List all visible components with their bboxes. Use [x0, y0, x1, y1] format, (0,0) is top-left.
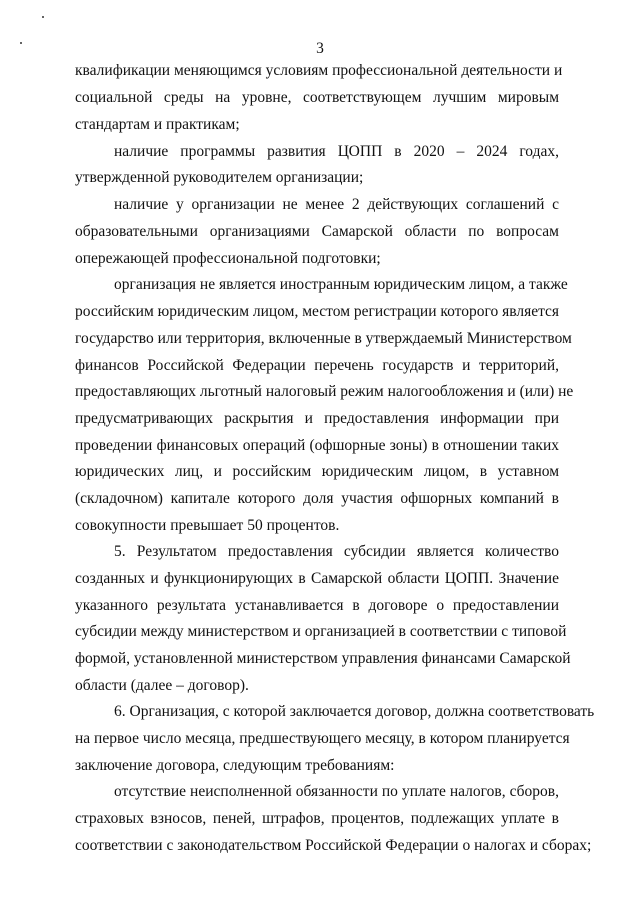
- text-line: российским юридическим лицом, местом регистрации которого является: [75, 303, 560, 320]
- text-line: проведении финансовых операций (офшорные зоны) в отношении таких: [75, 437, 559, 454]
- text-line: 6. Организация, с которой заключается договор, должна соответствовать: [114, 703, 595, 720]
- text-line: созданных и функционирующих в Самарской области ЦОПП. Значение: [75, 570, 559, 587]
- text-line: области (далее – договор).: [75, 677, 249, 694]
- text-line: юридических лиц, и российским юридическим лицом, в уставном: [75, 463, 559, 480]
- text-line: квалификации меняющимся условиям профессиональной деятельности и: [75, 62, 563, 79]
- text-line: опережающей профессиональной подготовки;: [75, 250, 381, 267]
- text-line: стандартам и практикам;: [75, 116, 240, 133]
- text-line: государство или территория, включенные в утверждаемый Министерством: [75, 330, 572, 347]
- text-line: предоставляющих льготный налоговый режим налогообложения и (или) не: [75, 383, 574, 400]
- text-line: социальной среды на уровне, соответствующем лучшим мировым: [75, 89, 559, 106]
- text-line: предусматривающих раскрытия и предоставления информации при: [75, 410, 559, 427]
- text-line: совокупности превышает 50 процентов.: [75, 517, 340, 534]
- text-line: наличие у организации не менее 2 действующих соглашений с: [114, 196, 559, 213]
- text-line: формой, установленной министерством управления финансами Самарской: [75, 650, 571, 667]
- page-number: 3: [316, 40, 324, 57]
- text-line: организация не является иностранным юридическим лицом, а также: [114, 276, 568, 293]
- scan-speck: [42, 16, 44, 18]
- text-line: (складочном) капитале которого доля участия офшорных компаний в: [75, 490, 559, 507]
- text-line: наличие программы развития ЦОПП в 2020 – 2024 годах,: [114, 143, 559, 160]
- text-line: заключение договора, следующим требованиям:: [75, 757, 395, 774]
- text-line: указанного результата устанавливается в договоре о предоставлении: [75, 597, 559, 614]
- text-line: субсидии между министерством и организацией в соответствии с типовой: [75, 623, 567, 640]
- text-line: образовательными организациями Самарской области по вопросам: [75, 223, 559, 240]
- text-line: финансов Российской Федерации перечень государств и территорий,: [75, 357, 559, 374]
- text-line: страховых взносов, пеней, штрафов, процентов, подлежащих уплате в: [75, 810, 559, 827]
- text-line: на первое число месяца, предшествующего месяцу, в котором планируется: [75, 730, 570, 747]
- text-line: соответствии с законодательством Российской Федерации о налогах и сборах;: [75, 837, 592, 854]
- text-line: утвержденной руководителем организации;: [75, 169, 364, 186]
- text-line: отсутствие неисполненной обязанности по уплате налогов, сборов,: [114, 783, 559, 800]
- text-line: 5. Результатом предоставления субсидии является количество: [114, 543, 559, 560]
